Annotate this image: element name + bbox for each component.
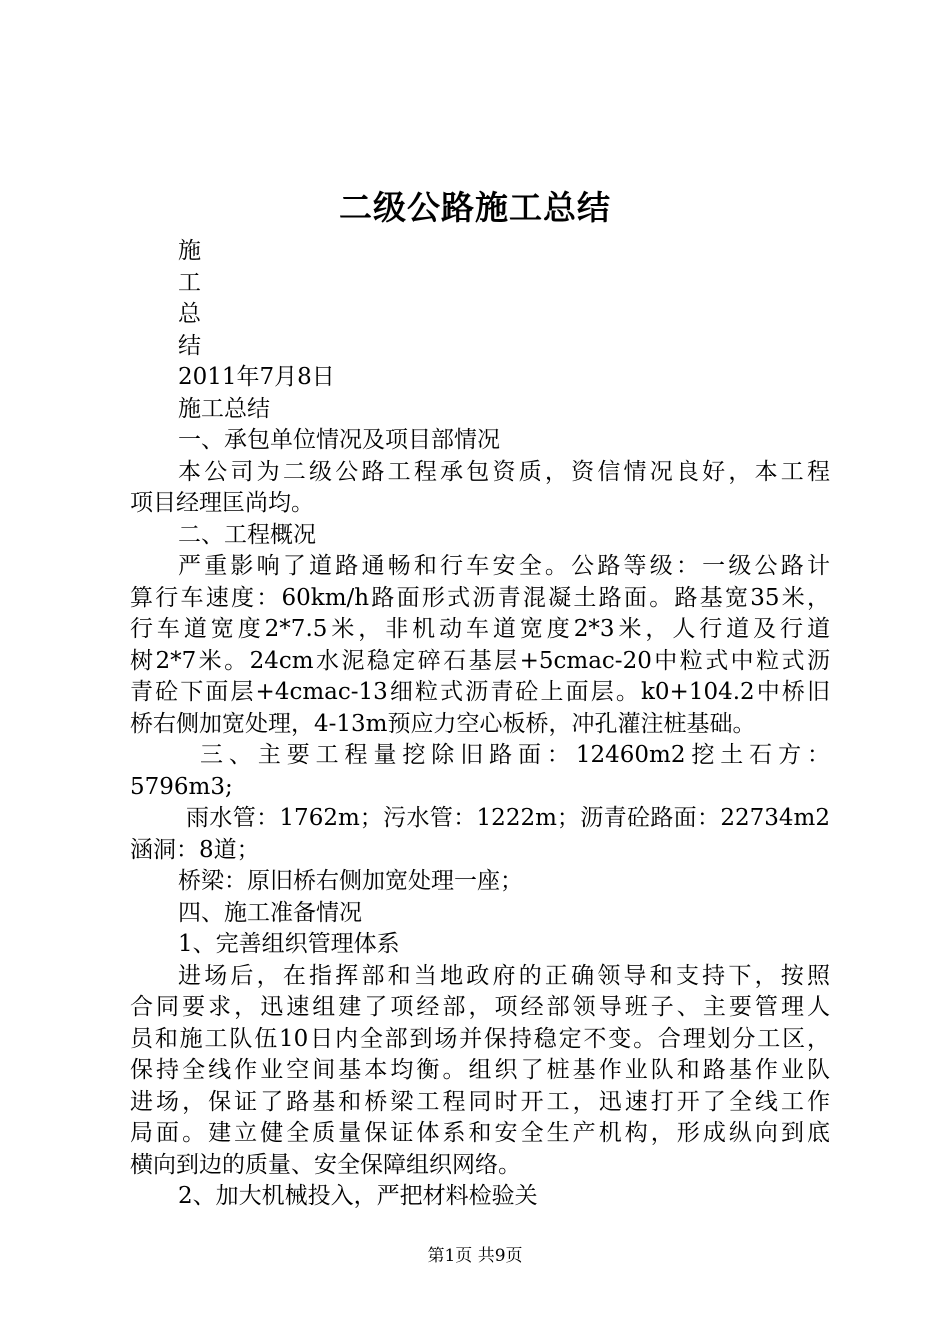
document-title: 二级公路施工总结 — [339, 188, 611, 227]
paragraph-line: 桥梁：原旧桥右侧加宽处理一座； — [178, 868, 523, 894]
document-body — [130, 236, 830, 1213]
section-heading-2: 二、工程概况 — [178, 521, 316, 548]
paragraph-line: 局面。建立健全质量保证体系和安全生产机构，形成纵向到底 — [130, 1120, 830, 1146]
paragraph-line: 员和施工队伍10日内全部到场并保持稳定不变。合理划分工区， — [130, 1025, 830, 1052]
subsection-heading: 1、完善组织管理体系 — [178, 931, 400, 957]
paragraph-line: 涵洞：8道； — [130, 836, 260, 863]
paragraph-line: 项目经理匡尚均。 — [130, 490, 314, 516]
paragraph-line: 保持全线作业空间基本均衡。组织了桩基作业队和路基作业队 — [130, 1057, 830, 1083]
section-heading-4: 四、施工准备情况 — [178, 899, 362, 926]
vertical-char-line: 总 — [178, 301, 201, 327]
paragraph-line: 青砼下面层+4cmac-13细粒式沥青砼上面层。k0+104.2中桥旧 — [130, 679, 830, 705]
section-heading-1: 一、承包单位情况及项目部情况 — [178, 427, 500, 453]
vertical-char-line: 施 — [178, 238, 201, 264]
date-line: 2011年7月8日 — [178, 364, 335, 390]
page-footer: 第1页 共9页 — [427, 1246, 523, 1266]
paragraph-line: 本公司为二级公路工程承包资质，资信情况良好，本工程 — [178, 458, 830, 485]
paragraph-line: 进场后，在指挥部和当地政府的正确领导和支持下，按照 — [178, 962, 830, 989]
paragraph-line: 行车道宽度2*7.5米，非机动车道宽度2*3米，人行道及行道 — [130, 616, 830, 642]
paragraph-line: 算行车速度：60km/h路面形式沥青混凝土路面。路基宽35米， — [130, 584, 830, 611]
vertical-char-line: 结 — [178, 332, 201, 359]
vertical-char-line: 工 — [178, 269, 201, 296]
section-heading-3: 三、主要工程量挖除旧路面：12460m2挖土石方： — [200, 742, 830, 768]
subsection-heading: 2、加大机械投入，严把材料检验关 — [178, 1183, 538, 1209]
paragraph-line: 横向到边的质量、安全保障组织网络。 — [130, 1151, 521, 1178]
paragraph-line: 合同要求，迅速组建了项经部，项经部领导班子、主要管理人 — [130, 994, 830, 1020]
paragraph-line: 树2*7米。24cm水泥稳定碎石基层+5cmac-20中粒式中粒式沥 — [130, 647, 830, 674]
paragraph-line: 进场，保证了路基和桥梁工程同时开工，迅速打开了全线工作 — [130, 1088, 830, 1115]
paragraph-line: 严重影响了道路通畅和行车安全。公路等级：一级公路计 — [178, 553, 830, 579]
subtitle-line: 施工总结 — [178, 395, 270, 422]
paragraph-line: 桥右侧加宽处理，4-13m预应力空心板桥，冲孔灌注桩基础。 — [130, 710, 756, 737]
paragraph-line: 5796m3; — [130, 773, 233, 800]
paragraph-line: 雨水管：1762m；污水管：1222m；沥青砼路面：22734m2 — [186, 805, 830, 831]
